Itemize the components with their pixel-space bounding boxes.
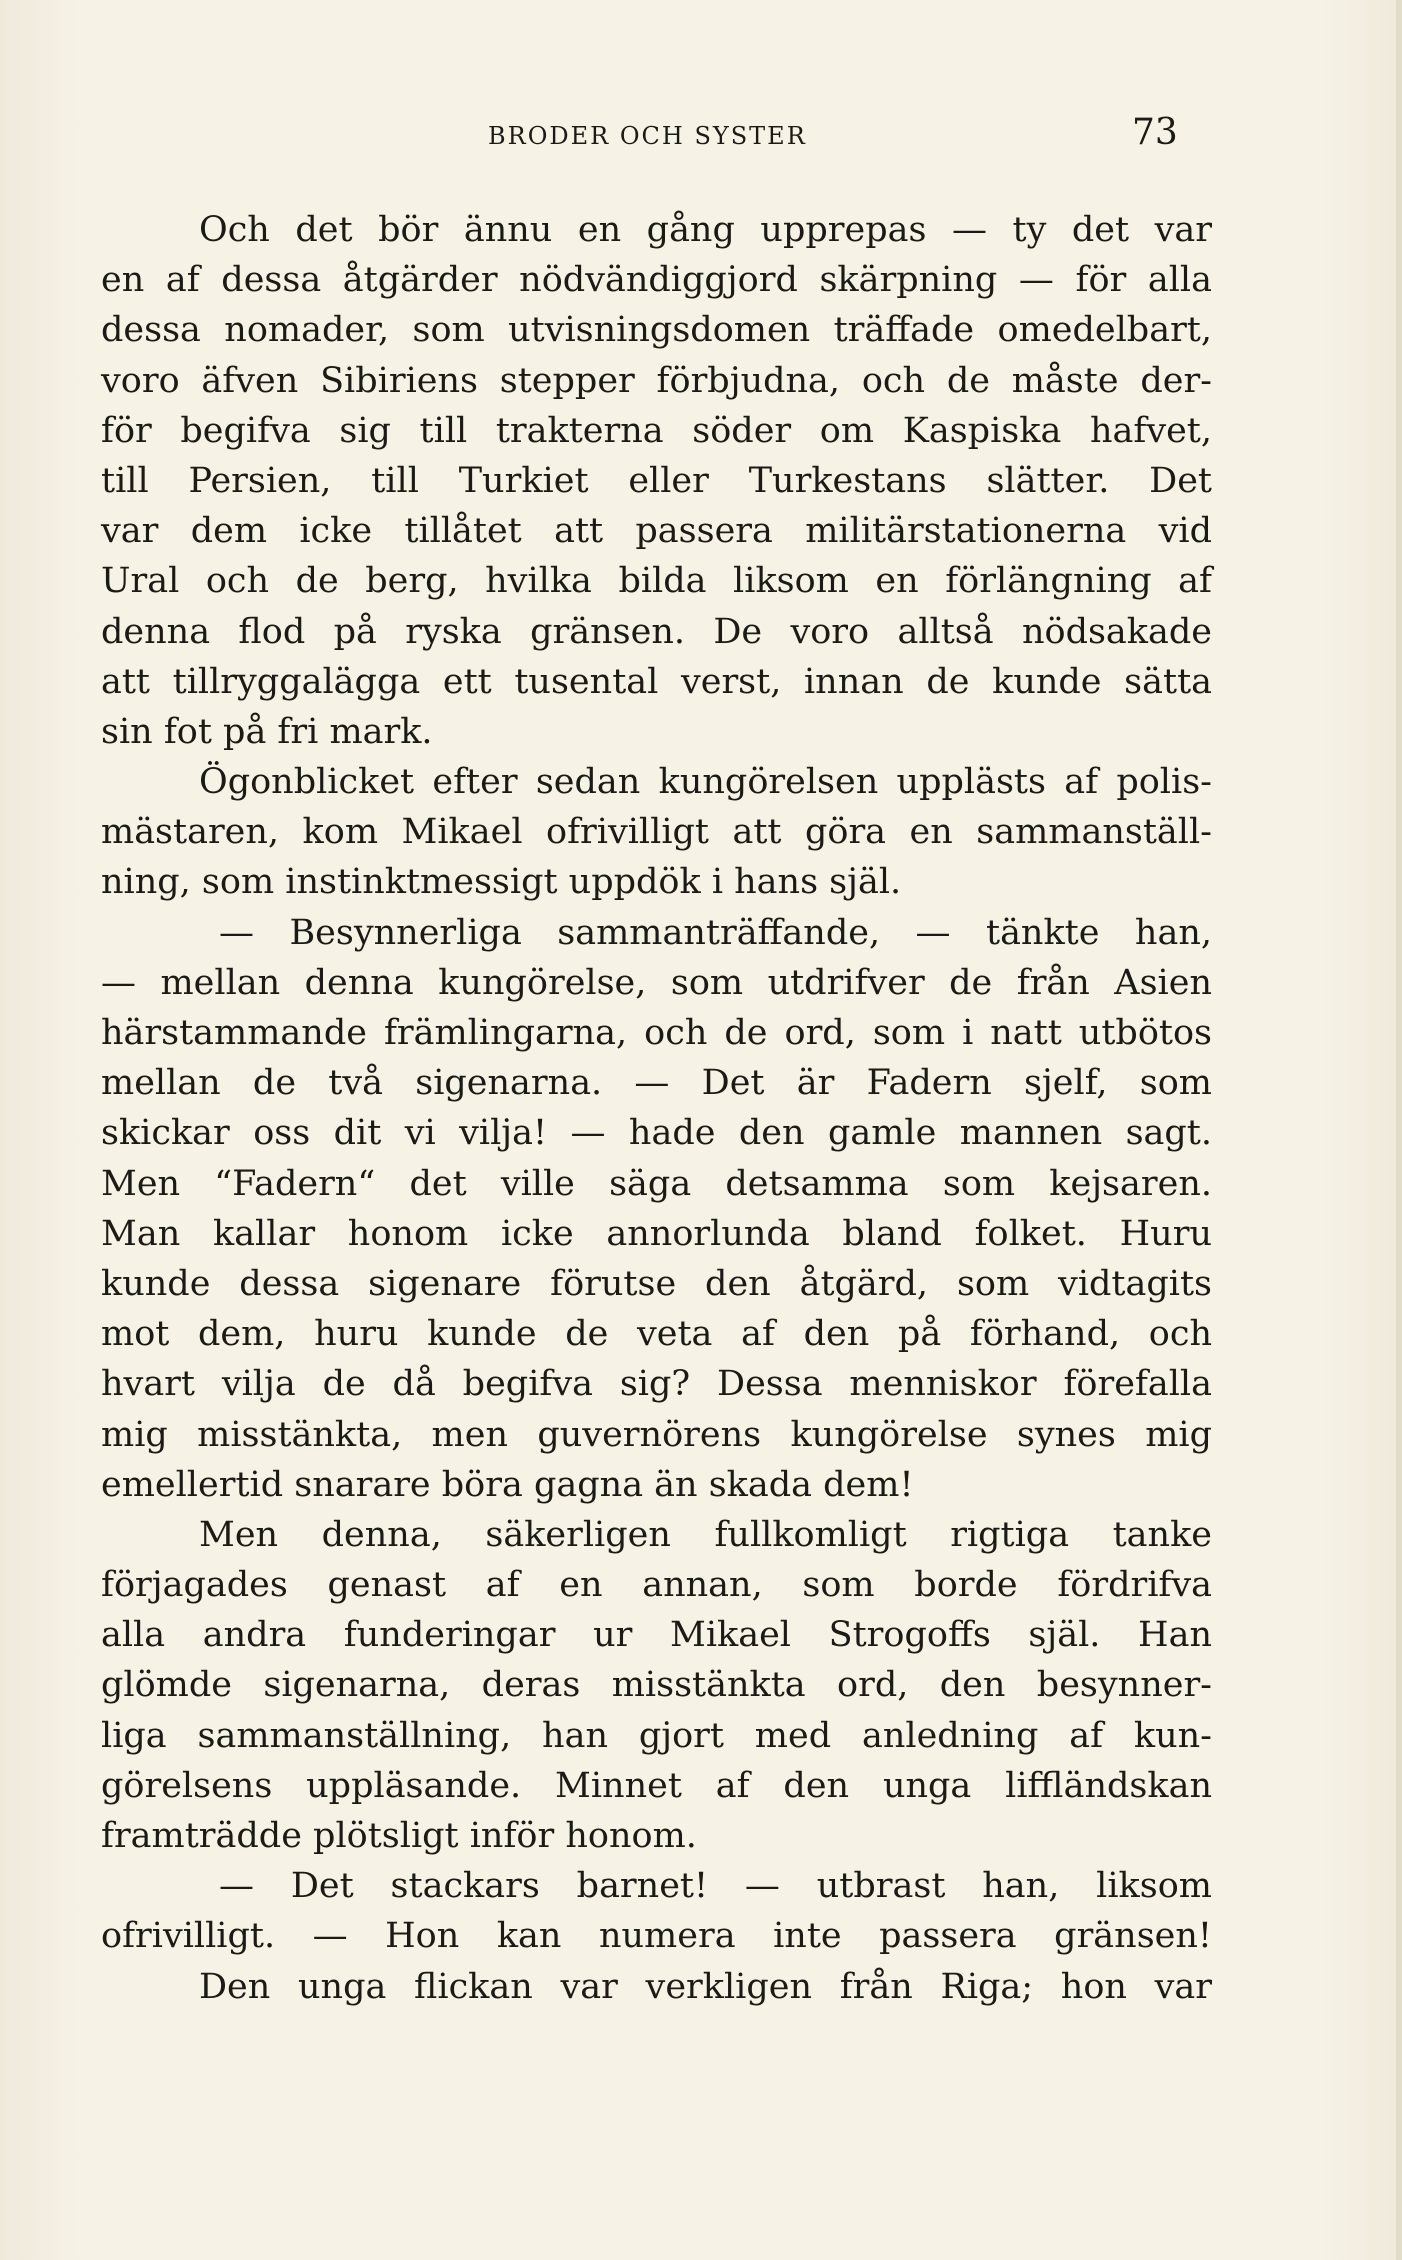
text-line: görelsens uppläsande. Minnet af den unga liffländskan bbox=[101, 1765, 1212, 1806]
text-line: för begifva sig till trakterna söder om Kaspiska hafvet, bbox=[101, 410, 1212, 451]
text-line: framträdde plötsligt inför honom. bbox=[101, 1816, 697, 1856]
text-line: Ögonblicket efter sedan kungörelsen upplästs af polis- bbox=[199, 762, 1212, 803]
text-line: Den unga flickan var verkligen från Riga; hon var bbox=[199, 1966, 1212, 2007]
text-line: Man kallar honom icke annorlunda bland folket. Huru bbox=[101, 1213, 1212, 1254]
page-number: 73 bbox=[1132, 112, 1178, 153]
text-line: voro äfven Sibiriens stepper förbjudna, och de måste der- bbox=[101, 360, 1212, 401]
text-line: glömde sigenarna, deras misstänkta ord, den besynner- bbox=[101, 1665, 1212, 1706]
text-line: — Besynnerliga sammanträffande, — tänkte han, bbox=[219, 912, 1212, 953]
text-line: ofrivilligt. — Hon kan numera inte passera gränsen! bbox=[101, 1916, 1212, 1957]
text-line: dessa nomader, som utvisningsdomen träffade omedelbart, bbox=[101, 310, 1212, 351]
text-line: skickar oss dit vi vilja! — hade den gamle mannen sagt. bbox=[101, 1113, 1212, 1154]
body-text bbox=[101, 205, 1212, 2012]
text-line: Och det bör ännu en gång upprepas — ty det var bbox=[199, 210, 1212, 250]
text-line: en af dessa åtgärder nödvändiggjord skärpning — för alla bbox=[101, 260, 1212, 301]
running-head: BRODER OCH SYSTER bbox=[488, 122, 807, 150]
text-line: Men “Fadern“ det ville säga detsamma som kejsaren. bbox=[101, 1163, 1212, 1204]
page-header bbox=[0, 112, 1402, 162]
text-line: mig misstänkta, men guvernörens kungörelse synes mig bbox=[101, 1414, 1212, 1455]
text-line: var dem icke tillåtet att passera militärstationerna vid bbox=[101, 511, 1212, 552]
text-line: Men denna, säkerligen fullkomligt rigtiga tanke bbox=[199, 1514, 1212, 1555]
text-line: till Persien, till Turkiet eller Turkestans slätter. Det bbox=[101, 460, 1212, 501]
text-line: förjagades genast af en annan, som borde fördrifva bbox=[101, 1565, 1212, 1606]
text-line: mot dem, huru kunde de veta af den på förhand, och bbox=[101, 1314, 1212, 1355]
text-line: kunde dessa sigenare förutse den åtgärd, som vidtagits bbox=[101, 1263, 1212, 1304]
text-line: sin fot på fri mark. bbox=[101, 711, 433, 752]
text-line: hvart vilja de då begifva sig? Dessa menniskor förefalla bbox=[101, 1364, 1212, 1405]
text-line: liga sammanställning, han gjort med anledning af kun- bbox=[101, 1715, 1212, 1756]
text-line: mellan de två sigenarna. — Det är Fadern sjelf, som bbox=[101, 1063, 1212, 1104]
text-line: härstammande främlingarna, och de ord, som i natt utbötos bbox=[101, 1013, 1212, 1053]
page-edge bbox=[1396, 0, 1402, 2260]
text-line: mästaren, kom Mikael ofrivilligt att göra en sammanställ- bbox=[101, 812, 1212, 853]
text-line: denna flod på ryska gränsen. De voro alltså nödsakade bbox=[101, 611, 1212, 652]
text-line: att tillryggalägga ett tusental verst, innan de kunde sätta bbox=[101, 661, 1212, 702]
text-line: Ural och de berg, hvilka bilda liksom en förlängning af bbox=[101, 561, 1212, 602]
text-line: — Det stackars barnet! — utbrast han, liksom bbox=[219, 1866, 1212, 1907]
text-line: emellertid snarare böra gagna än skada dem! bbox=[101, 1464, 914, 1505]
text-line: — mellan denna kungörelse, som utdrifver de från Asien bbox=[101, 962, 1212, 1003]
text-line: alla andra funderingar ur Mikael Strogoffs själ. Han bbox=[101, 1615, 1212, 1656]
text-line: ning, som instinktmessigt uppdök i hans själ. bbox=[101, 862, 902, 903]
